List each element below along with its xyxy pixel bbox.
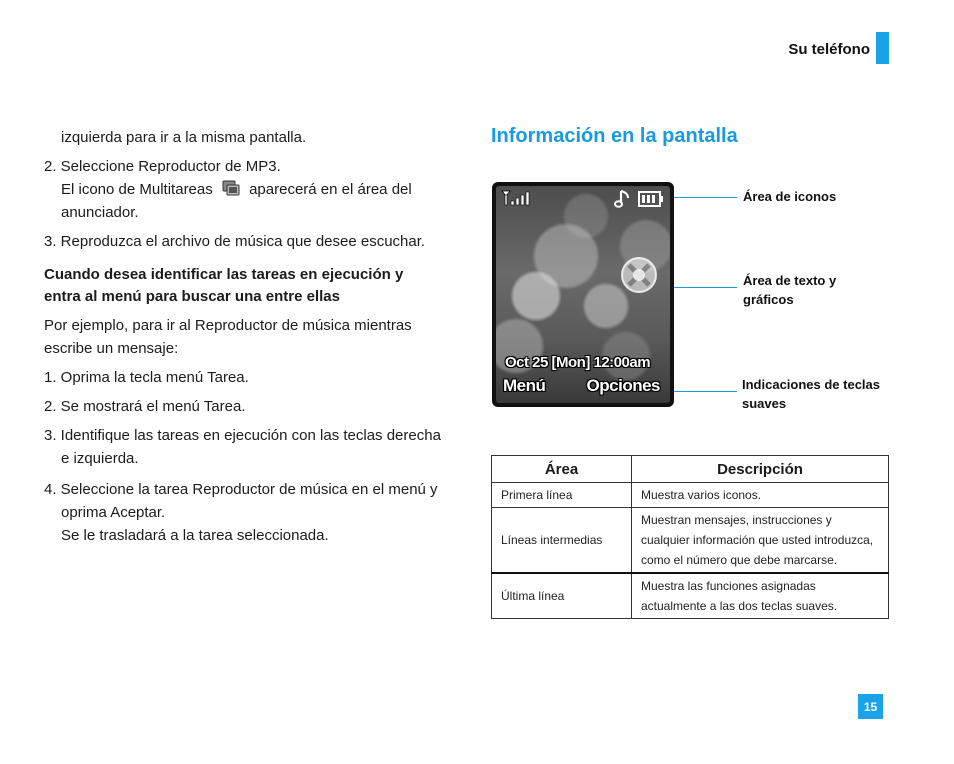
info-table <box>491 455 889 619</box>
table-cell: Muestran mensajes, instrucciones y cualquier información que usted introduzca, como el número que debe marcarse. <box>632 508 889 574</box>
wallpaper-logo-icon <box>620 256 658 299</box>
paragraph-multitask <box>44 178 444 224</box>
paragraph: Se le trasladará a la tarea seleccionada. <box>61 527 329 544</box>
softkey-right: Opciones <box>586 376 660 395</box>
phone-datetime: Oct 25 [Mon] 12:00am <box>505 354 651 371</box>
phone-display <box>496 186 670 403</box>
text: aparecerá en el área del anunciador. <box>61 181 412 221</box>
table-header-row <box>492 456 889 483</box>
phone-screen-illustration <box>492 182 674 407</box>
table-row <box>492 508 889 574</box>
left-column <box>44 126 444 547</box>
table-cell: Líneas intermedias <box>492 508 632 574</box>
section-title: Información en la pantalla <box>491 125 738 147</box>
table-cell: Muestra varios iconos. <box>632 483 889 508</box>
callout-softkeys: Indicaciones de teclas suaves <box>742 377 881 411</box>
page-number: 15 <box>858 694 883 719</box>
list-item: 4. Seleccione la tarea Reproductor de música en el menú y oprima Aceptar. <box>44 481 438 521</box>
header-accent-bar <box>876 32 889 64</box>
signal-icon <box>501 190 531 211</box>
list-item: 3. Identifique las tareas en ejecución con las teclas derecha e izquierda. <box>44 427 441 467</box>
callout-line <box>674 391 737 392</box>
table-cell: Última línea <box>492 573 632 619</box>
table-header: Área <box>492 456 632 483</box>
subheading: Cuando desea identificar las tareas en ejecución y entra al menú para buscar una entre ellas <box>44 266 404 305</box>
softkey-left: Menú <box>503 376 546 395</box>
battery-icon <box>638 191 664 212</box>
paragraph: izquierda para ir a la misma pantalla. <box>61 129 307 146</box>
list-item: 2. Se mostrará el menú Tarea. <box>44 398 246 415</box>
paragraph: Por ejemplo, para ir al Reproductor de música mientras escribe un mensaje: <box>44 317 412 357</box>
table-cell: Primera línea <box>492 483 632 508</box>
list-item: 3. Reproduzca el archivo de música que desee escuchar. <box>44 233 426 250</box>
table-row <box>492 483 889 508</box>
callout-line <box>674 197 737 198</box>
text: El icono de Multitareas <box>61 181 213 198</box>
music-note-icon <box>614 189 632 214</box>
table-row <box>492 573 889 619</box>
callout-icons-area: Área de iconos <box>743 189 837 204</box>
callout-text-area: Área de texto y gráficos <box>743 273 837 307</box>
list-item: 2. Seleccione Reproductor de MP3. <box>44 158 281 175</box>
multitask-icon <box>221 180 241 198</box>
header-section-title: Su teléfono <box>788 41 870 58</box>
table-cell: Muestra las funciones asignadas actualmente a las dos teclas suaves. <box>632 573 889 619</box>
list-item: 1. Oprima la tecla menú Tarea. <box>44 369 249 386</box>
callout-line <box>674 287 737 288</box>
table-header: Descripción <box>632 456 889 483</box>
